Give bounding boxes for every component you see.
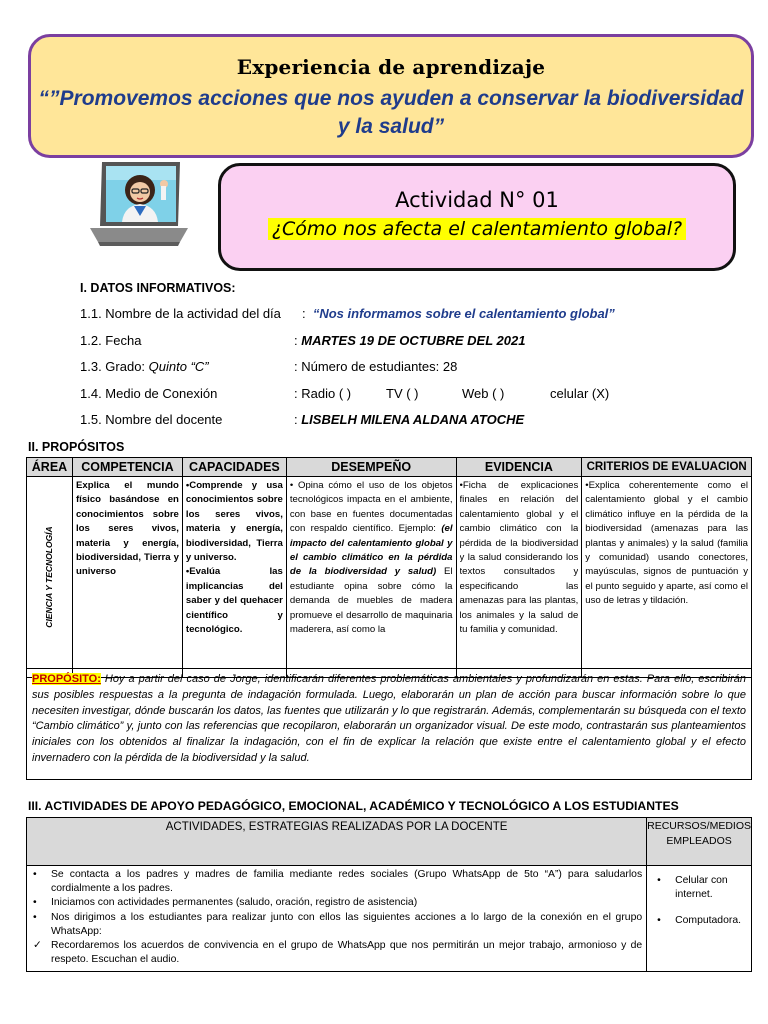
teacher-avatar-laptop-icon [88,158,190,254]
info-row-docente [80,412,760,430]
desempeno-text-b: (el impacto del calentamiento global y el cambio climático en la pérdida de la biodiversidad y salud) [289,523,453,578]
option-web: Web ( ) [462,386,505,401]
info-row-conexion [80,386,760,404]
proposito-label: PROPÓSITO: [32,673,101,685]
desempeno-cell: • Opina cómo el uso de los objetos tecnológicos impacta en el ambiente, con base en fuentes documentadas con respaldo científico. Ejemplo: (el impacto del calentamiento global y el cambio climático en la pérdida de la biodiversidad y salud) El estudiante opina sobre cómo la demanda de muebles de madera promueve el desarrollo de maquinaria maderera, así como la [286,477,456,678]
capacidad-1: Comprende y usa conocimientos sobre los seres vivos, materia y energía, biodiversidad, Tierra y universo. [185,480,283,564]
propositos-table [26,457,752,678]
header-desempeno: DESEMPEÑO [286,458,456,477]
info-value: : LISBELH MILENA ALDANA ATOCHE [294,412,525,427]
info-label: 1.5. Nombre del docente [80,412,223,427]
header-area: ÁREA [27,458,73,477]
info-value: : MARTES 19 DE OCTUBRE DEL 2021 [294,333,526,348]
actividades-cell [27,866,647,972]
list-item: ✓ Recordaremos los acuerdos de convivencia en el grupo de WhatsApp que nos permitirán un mejor trabajo, armonioso y de respeto. Escuchan el audio. [33,940,643,966]
info-label: 1.4. Medio de Conexión [80,386,218,401]
datos-section-title: I. DATOS INFORMATIVOS: [80,281,236,295]
header-competencia: COMPETENCIA [72,458,182,477]
table-header-row [27,458,752,477]
desempeno-text-a: Opina cómo el uso de los objetos tecnológicos impacta en el ambiente, con base en fuentes documentadas con respaldo científico. Ejemplo: [289,480,453,535]
table-row [27,477,752,678]
page-subtitle: “”Promovemos acciones que nos ayuden a conservar la biodiversidad y la salud” [38,87,744,138]
date-value: MARTES 19 DE OCTUBRE DEL 2021 [301,333,526,348]
page-title: Experiencia de aprendizaje [236,55,546,79]
actividades-table [26,817,752,972]
info-value: : Número de estudiantes: 28 [294,359,458,374]
grado-label: 1.3. Grado: [80,359,149,374]
list-item: • Nos dirigimos a los estudiantes para realizar junto con ellos las siguientes acciones a lo largo de la conexión en el grupo WhatsApp: [33,911,643,937]
proposito-block [26,668,752,780]
info-row-actividad [80,306,760,324]
option-celular: celular (X) [550,386,610,401]
area-cell [27,477,73,678]
recursos-cell [647,866,752,972]
header-recursos: RECURSOS/MEDIOS EMPLEADOS [647,818,752,866]
activity-question: ¿Cómo nos afecta el calentamiento global? [268,218,686,240]
recursos-list [647,866,751,945]
area-label: CIENCIA Y TECNOLOGÍA [44,526,55,628]
table-row [27,866,752,972]
capacidades-cell: •Comprende y usa conocimientos sobre los seres vivos, materia y energía, biodiversidad, Tierra y universo. •Evalúa las implicancias del saber y del quehacer científico y tecnológico. [182,477,286,678]
competencia-text: Explica el mundo físico basándose en conocimientos sobre los seres vivos, materia y energía, biodiversidad, Tierra y universo [75,480,179,578]
capacidad-2: Evalúa las implicancias del saber y del quehacer científico y tecnológico. [185,566,283,636]
header-evidencia: EVIDENCIA [456,458,582,477]
info-row-grado [80,359,760,377]
list-item: • Iniciamos con actividades permanentes (saludo, oración, registro de asistencia) [33,897,418,909]
competencia-cell [72,477,182,678]
teacher-name: LISBELH MILENA ALDANA ATOCHE [301,412,525,427]
students-count: Número de estudiantes: 28 [301,359,458,374]
option-radio: Radio ( ) [301,386,352,401]
activity-name: “Nos informamos sobre el calentamiento global” [312,306,615,321]
list-item: • Celular con internet. [657,875,728,901]
criterios-text: Explica coherentemente como el calentamiento global y el cambio climático influye en la pérdida de la biodiversidad (amenazas para las plantas y animales) y la salud (familia y comunidad) usando conectores, mayúsculas, signos de puntuación y el punto seguido y aparte, así como el uso de letras y tildación. [585,480,748,607]
evidencia-cell: •Ficha de explicaciones finales en relación del calentamiento global y el cambio climático con la pérdida de la biodiversidad y la salud considerando los textos consultados y especificando las amenazas para las plantas, los animales y la salud de tu familia y comunidad. [456,477,582,678]
header-actividades: ACTIVIDADES, ESTRATEGIAS REALIZADAS POR LA DOCENTE [27,818,647,866]
list-item: • Se contacta a los padres y madres de familia mediante redes sociales (Grupo WhatsApp de 5to “A”) para saludarlos cordialmente a los padres. [33,869,643,895]
desempeno-text-c: El estudiante opina sobre cómo la demanda de muebles de madera promueve el desarrollo de maquinaria maderera, así como la [289,566,453,636]
criterios-cell: •Explica coherentemente como el calentamiento global y el cambio climático influye en la pérdida de la biodiversidad (amenazas para las plantas y animales) y la salud (familia y comunidad) usando conectores, mayúsculas, signos de puntuación y el punto seguido y aparte, así como el uso de letras y tildación. [582,477,752,678]
header-criterios: CRITERIOS DE EVALUACION [582,458,752,477]
actividades-section-title: III. ACTIVIDADES DE APOYO PEDAGÓGICO, EMOCIONAL, ACADÉMICO Y TECNOLÓGICO A LOS ESTUDIANTES [28,799,679,813]
propositos-section-title: II. PROPÓSITOS [28,440,125,454]
activity-number: Actividad N° 01 [395,188,559,212]
table-header-row [27,818,752,866]
info-row-fecha [80,333,760,351]
evidencia-text: Ficha de explicaciones finales en relación del calentamiento global y el cambio climático con la pérdida de la biodiversidad y la salud considerando los textos consultados y especificando las amenazas para las plantas, los animales y la salud de tu familia y comunidad. [459,480,579,636]
info-label: 1.2. Fecha [80,333,142,348]
option-tv: TV ( ) [386,386,419,401]
info-label [80,359,209,374]
info-label: 1.1. Nombre de la actividad del día [80,306,281,321]
proposito-text: Hoy a partir del caso de Jorge, identificarán diferentes problemáticas ambientales y profundizarán en estas. Para ello, escribirán sus posibles respuestas a la pregunta de indagación formulada. Luego, elaborarán un plan de acción para buscar información sobre lo que necesiten investigar, dónde buscarán los datos, las fuentes que utilizarán y lo que registrarán. Además, complementarán su búsqueda con el texto “Cambio climático” y, junto con las referencias que recopilaron, elaborarán un organizador visual. De este modo, contrastarán sus planteamientos iniciales con los obtenidos al finalizar la indagación, con el fin de explicar la relación que existe entre el calentamiento global y el efecto invernadero con la pérdida de la biodiversidad y la salud. [32,673,746,764]
header-banner [28,34,754,158]
grado-value: Quinto “C” [148,359,209,374]
actividades-list [27,866,646,971]
list-item: • Computadora. [657,915,741,927]
info-value: : “Nos informamos sobre el calentamiento global” [302,306,615,321]
info-value: : Radio ( ) [294,386,352,401]
activity-box [218,163,736,271]
header-capacidades: CAPACIDADES [182,458,286,477]
